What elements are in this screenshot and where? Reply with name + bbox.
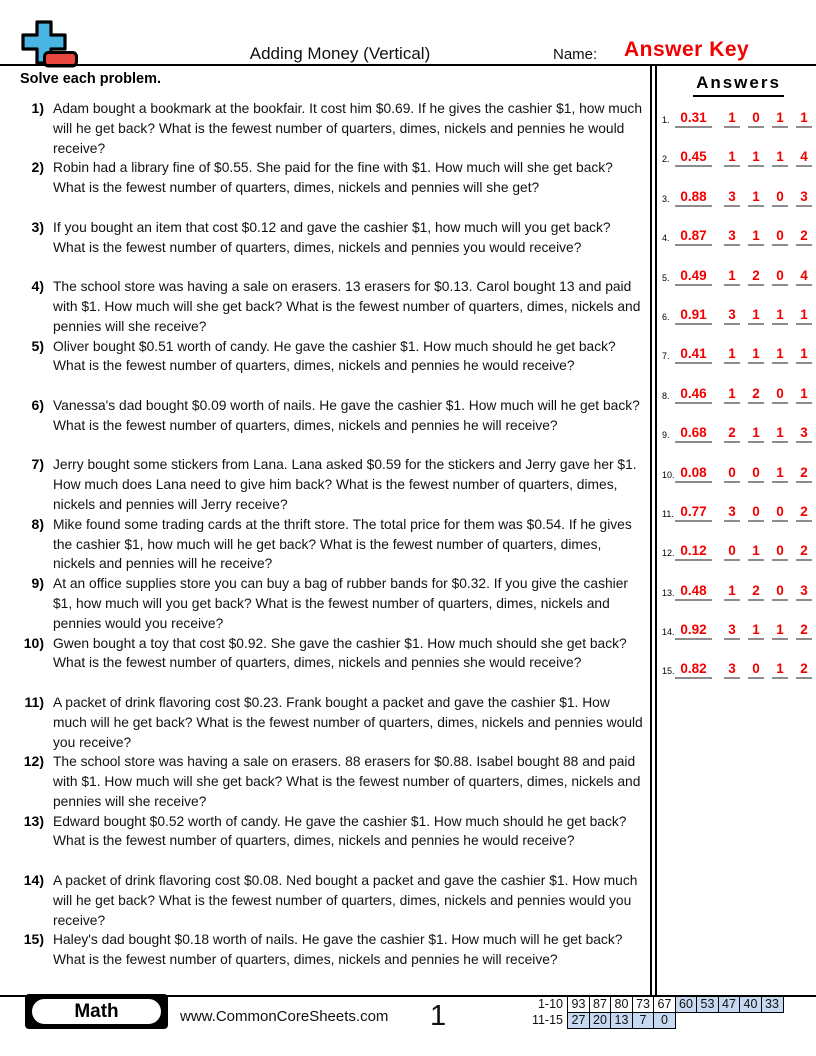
problem-item — [0, 99, 648, 158]
problem-item — [0, 455, 648, 514]
problem-number: 4) — [31, 278, 44, 295]
answer-coin-count: 1 — [772, 346, 788, 364]
answer-coin-count: 2 — [796, 504, 812, 522]
answer-index: 10. — [662, 469, 675, 480]
answer-coin-count: 1 — [772, 110, 788, 128]
answer-row — [661, 342, 816, 364]
answer-coin-count: 3 — [724, 504, 740, 522]
answer-index: 6. — [662, 311, 670, 322]
answer-coin-count: 2 — [724, 425, 740, 443]
answer-coin-count: 0 — [772, 504, 788, 522]
answer-coin-count: 1 — [772, 622, 788, 640]
score-cell: 93 — [567, 996, 590, 1013]
answer-coin-count: 1 — [796, 110, 812, 128]
problem-item — [0, 277, 648, 336]
answer-coin-count: 1 — [724, 386, 740, 404]
answer-row — [661, 145, 816, 167]
instructions-text: Solve each problem. — [20, 71, 162, 87]
answer-coin-count: 0 — [772, 228, 788, 246]
answer-row — [661, 264, 816, 286]
answer-row — [661, 421, 816, 443]
problem-number: 13) — [23, 812, 44, 829]
answer-index: 5. — [662, 272, 670, 283]
problem-item — [0, 871, 648, 930]
page-title: Adding Money (Vertical) — [249, 44, 431, 63]
problem-number: 10) — [23, 634, 44, 651]
answer-index: 4. — [662, 233, 670, 244]
answer-amount: 0.46 — [675, 386, 712, 404]
answers-list — [661, 106, 816, 679]
problem-text: A packet of drink flavoring cost $0.08. Ned bought a packet and gave the cashier $1. How much will he get back? What is the fewest number of quarters, dimes, nickels and pennies would you receive? — [53, 873, 638, 928]
answer-index: 15. — [662, 666, 675, 677]
score-cell: 33 — [761, 996, 784, 1013]
problem-number: 15) — [23, 931, 44, 948]
answer-coin-count: 1 — [748, 149, 764, 167]
answer-row — [661, 185, 816, 207]
answer-coin-count: 1 — [772, 307, 788, 325]
answer-coin-count: 2 — [796, 228, 812, 246]
answer-index: 9. — [662, 430, 670, 441]
problem-text: Gwen bought a toy that cost $0.92. She gave the cashier $1. How much should she get back? What is the fewest number of quarters, dimes, nickels and pennies she would receive? — [53, 635, 627, 671]
answer-row — [661, 106, 816, 128]
answer-coin-count: 1 — [772, 661, 788, 679]
problem-number: 1) — [31, 100, 44, 116]
subject-badge — [25, 994, 168, 1029]
answer-coin-count: 4 — [796, 149, 812, 167]
answer-coin-count: 3 — [724, 661, 740, 679]
problem-text: Oliver bought $0.51 worth of candy. He gave the cashier $1. How much should he get back? What is the fewest number of quarters, dimes, nickels and pennies he would receive? — [53, 338, 616, 374]
website-url: www.CommonCoreSheets.com — [180, 1008, 389, 1025]
answer-coin-count: 0 — [748, 465, 764, 483]
score-cell: 60 — [675, 996, 698, 1013]
answer-coin-count: 1 — [748, 228, 764, 246]
problem-item — [0, 930, 648, 989]
answer-amount: 0.41 — [675, 346, 712, 364]
answer-coin-count: 0 — [724, 543, 740, 561]
answer-coin-count: 3 — [724, 189, 740, 207]
answer-coin-count: 1 — [748, 425, 764, 443]
answer-coin-count: 1 — [796, 346, 812, 364]
problem-number: 14) — [23, 872, 44, 889]
problem-number: 5) — [31, 337, 44, 354]
answer-coin-count: 0 — [772, 189, 788, 207]
score-cell: 73 — [632, 996, 655, 1013]
score-cell: 0 — [653, 1012, 676, 1029]
problem-text: If you bought an item that cost $0.12 and gave the cashier $1, how much will you get back? What is the fewest number of quarters, dimes, nickels and pennies you would receive? — [53, 219, 611, 255]
problem-number: 11) — [24, 693, 44, 710]
problem-item — [0, 693, 648, 752]
score-row-label: 11-15 — [531, 1012, 563, 1027]
answer-coin-count: 1 — [724, 268, 740, 286]
problem-item — [0, 396, 648, 455]
score-cell: 67 — [653, 996, 676, 1013]
answer-coin-count: 2 — [748, 386, 764, 404]
problem-number: 2) — [31, 159, 44, 176]
answer-row — [661, 657, 816, 679]
problem-item — [0, 812, 648, 871]
answer-amount: 0.68 — [675, 425, 712, 443]
score-row-label: 1-10 — [537, 997, 563, 1011]
page-number: 1 — [430, 1000, 447, 1032]
problem-number: 7) — [31, 456, 44, 473]
answer-key-text: Answer Key — [624, 38, 750, 61]
problems-list — [0, 99, 648, 990]
answer-coin-count: 1 — [748, 543, 764, 561]
score-cell: 40 — [739, 996, 762, 1013]
problem-text: Mike found some trading cards at the thrift store. The total price for them was $0.54. If he gives the cashier $1, how much will he get back? What is the fewest number of quarters, dimes, nickels and pennies will he receive? — [53, 516, 632, 572]
answer-amount: 0.92 — [675, 622, 712, 640]
answer-coin-count: 1 — [724, 583, 740, 601]
answer-amount: 0.48 — [675, 583, 712, 601]
answer-amount: 0.49 — [675, 268, 712, 286]
problem-text: Robin had a library fine of $0.55. She paid for the fine with $1. How much will she get back? What is the fewest number of quarters, dimes, nickels and pennies will she get? — [53, 160, 613, 196]
answer-coin-count: 2 — [796, 543, 812, 561]
problem-text: At an office supplies store you can buy a bag of rubber bands for $0.32. If you give the cashier $1, how much will you get back? What is the fewest number of quarters, dimes, nickels and pennies would you receive? — [53, 576, 628, 631]
answer-coin-count: 1 — [724, 149, 740, 167]
answer-coin-count: 0 — [724, 465, 740, 483]
answer-amount: 0.91 — [675, 307, 712, 325]
answers-separator-line — [655, 66, 657, 995]
score-cell: 53 — [696, 996, 719, 1013]
problem-item — [0, 634, 648, 693]
answer-amount: 0.08 — [675, 465, 712, 483]
answer-index: 8. — [662, 390, 670, 401]
problem-number: 12) — [23, 753, 44, 770]
answer-coin-count: 0 — [748, 110, 764, 128]
problem-text: Edward bought $0.52 worth of candy. He gave the cashier $1. How much should he get back? What is the fewest number of quarters, dimes, nickels and pennies he would receive? — [53, 813, 627, 849]
answer-coin-count: 0 — [772, 268, 788, 286]
score-cell: 7 — [632, 1012, 655, 1029]
answer-coin-count: 1 — [772, 425, 788, 443]
answer-amount: 0.87 — [675, 228, 712, 246]
answer-coin-count: 1 — [796, 307, 812, 325]
answer-coin-count: 0 — [748, 661, 764, 679]
score-table-row — [520, 996, 784, 1013]
score-table-row — [520, 1012, 784, 1029]
problem-item — [0, 752, 648, 811]
answer-row — [661, 539, 816, 561]
answer-coin-count: 1 — [748, 622, 764, 640]
answer-coin-count: 4 — [796, 268, 812, 286]
answer-coin-count: 0 — [748, 504, 764, 522]
score-cell: 27 — [567, 1012, 590, 1029]
answers-panel — [661, 66, 816, 697]
answer-index: 14. — [662, 627, 675, 638]
subject-badge-label: Math — [30, 997, 163, 1026]
problem-number: 8) — [31, 515, 44, 532]
answer-row — [661, 579, 816, 601]
answer-coin-count: 1 — [724, 110, 740, 128]
problem-text: The school store was having a sale on erasers. 88 erasers for $0.88. Isabel bought 88 and paid with $1. How much will she get back? What is the fewest number of quarters, dimes, nickels and pennies will she receive? — [53, 754, 641, 809]
answer-coin-count: 0 — [772, 583, 788, 601]
answer-row — [661, 382, 816, 404]
answer-coin-count: 0 — [772, 543, 788, 561]
answer-index: 13. — [662, 587, 675, 598]
problem-text: Haley's dad bought $0.18 worth of nails. He gave the cashier $1. How much will he get back? What is the fewest number of quarters, dimes, nickels and pennies he will receive? — [53, 932, 623, 968]
answer-coin-count: 3 — [724, 307, 740, 325]
problem-number: 9) — [31, 575, 44, 592]
problem-number: 6) — [31, 396, 44, 413]
problem-text: A packet of drink flavoring cost $0.23. Frank bought a packet and gave the cashier $1. How much will he get back? What is the fewest number of quarters, dimes, nickels and pennies would you receive? — [53, 694, 643, 750]
answer-coin-count: 1 — [724, 346, 740, 364]
answer-coin-count: 3 — [796, 425, 812, 443]
answer-coin-count: 3 — [796, 583, 812, 601]
answer-index: 3. — [662, 193, 670, 204]
problem-item — [0, 574, 648, 633]
problem-number: 3) — [31, 218, 44, 235]
problem-text: Adam bought a bookmark at the bookfair. It cost him $0.69. If he gives the cashier $1, how much will he get back? What is the fewest number of quarters, dimes, nickels and pennies he would receive? — [53, 101, 642, 156]
problem-item — [0, 515, 648, 574]
answer-coin-count: 3 — [724, 228, 740, 246]
answer-coin-count: 1 — [748, 189, 764, 207]
answer-coin-count: 1 — [772, 149, 788, 167]
answer-row — [661, 303, 816, 325]
answer-row — [661, 500, 816, 522]
answer-amount: 0.82 — [675, 661, 712, 679]
answers-title: Answers — [693, 73, 784, 97]
problem-text: Vanessa's dad bought $0.09 worth of nails. He gave the cashier $1. How much will he get back? What is the fewest number of quarters, dimes, nickels and pennies he will receive? — [53, 397, 640, 433]
answer-amount: 0.31 — [675, 110, 712, 128]
answer-coin-count: 1 — [796, 386, 812, 404]
answer-coin-count: 2 — [796, 661, 812, 679]
problem-text: The school store was having a sale on erasers. 13 erasers for $0.13. Carol bought 13 and paid with $1. How much will she get back? What is the fewest number of quarters, dimes, nickels and pennies will she receive? — [53, 279, 641, 334]
answer-coin-count: 3 — [796, 189, 812, 207]
score-cell: 20 — [589, 1012, 612, 1029]
answer-index: 2. — [662, 154, 670, 165]
answer-coin-count: 2 — [748, 583, 764, 601]
score-cell: 80 — [610, 996, 633, 1013]
answer-index: 11. — [662, 508, 674, 519]
problem-item — [0, 337, 648, 396]
answer-index: 12. — [662, 548, 675, 559]
answer-coin-count: 1 — [748, 346, 764, 364]
answer-coin-count: 3 — [724, 622, 740, 640]
answer-amount: 0.77 — [675, 504, 712, 522]
answer-coin-count: 2 — [796, 465, 812, 483]
answer-row — [661, 618, 816, 640]
answer-amount: 0.45 — [675, 149, 712, 167]
answers-separator-line — [650, 66, 652, 995]
answer-amount: 0.12 — [675, 543, 712, 561]
answer-index: 1. — [662, 115, 670, 125]
answer-coin-count: 2 — [748, 268, 764, 286]
score-cell: 87 — [589, 996, 612, 1013]
answer-row — [661, 461, 816, 483]
answer-coin-count: 1 — [772, 465, 788, 483]
problem-item — [0, 218, 648, 277]
answer-row — [661, 224, 816, 246]
answer-index: 7. — [662, 351, 670, 362]
score-table — [520, 996, 784, 1029]
answer-coin-count: 0 — [772, 386, 788, 404]
score-cell: 47 — [718, 996, 741, 1013]
answer-coin-count: 1 — [748, 307, 764, 325]
answer-amount: 0.88 — [675, 189, 712, 207]
score-cell: 13 — [610, 1012, 633, 1029]
problem-item — [0, 158, 648, 217]
answer-coin-count: 2 — [796, 622, 812, 640]
problem-text: Jerry bought some stickers from Lana. Lana asked $0.59 for the stickers and Jerry gave her $1. How much does Lana need to give him back? What is the fewest number of quarters, dimes, nickels and pennies will Jerry receive? — [53, 457, 637, 512]
name-label: Name: — [553, 46, 598, 63]
